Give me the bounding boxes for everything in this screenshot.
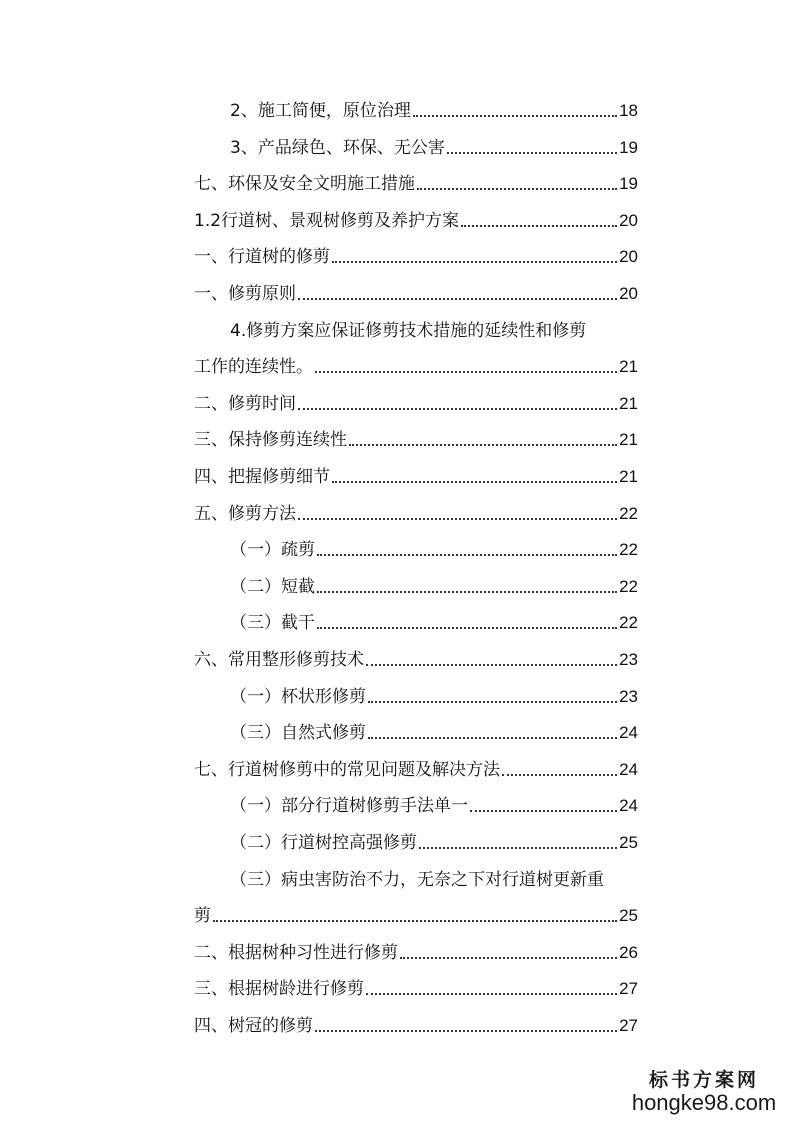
toc-page-number: 21 [619,357,638,376]
toc-entry-title: 2、施工简便，原位治理 [230,101,411,121]
toc-dot-leader [332,479,617,483]
toc-entry[interactable] [230,128,638,158]
toc-entry[interactable] [194,969,638,999]
toc-page-number: 23 [619,650,638,669]
toc-entry-title: 二、根据树种习性进行修剪 [194,943,398,963]
toc-entry-title: （一）疏剪 [230,540,315,560]
toc-entry[interactable] [230,91,638,121]
toc-entry[interactable] [230,823,638,853]
watermark-logo [629,1065,779,1116]
toc-dot-leader [368,735,617,739]
toc-page-number: 20 [619,211,638,230]
toc-page-number: 22 [619,577,638,596]
toc-dot-leader [461,223,617,227]
toc-dot-leader [317,625,617,629]
toc-dot-leader [366,991,617,995]
toc-entry[interactable] [194,933,638,963]
toc-dot-leader [349,442,617,446]
toc-entry[interactable] [194,384,638,414]
toc-entry[interactable] [194,420,638,450]
toc-page-number: 19 [619,174,638,193]
toc-dot-leader [413,113,617,117]
toc-dot-leader [447,150,617,154]
toc-dot-leader [332,259,617,263]
toc-page-number: 22 [619,540,638,559]
toc-dot-leader [317,589,617,593]
toc-dot-leader [317,552,617,556]
toc-page-number: 22 [619,613,638,632]
toc-dot-leader [502,772,617,776]
toc-entry-title: （一）部分行道树修剪手法单一 [230,796,468,816]
toc-dot-leader [315,1028,617,1032]
toc-page-number: 21 [619,430,638,449]
toc-page-number: 20 [619,284,638,303]
toc-entry-title: 六、常用整形修剪技术 [194,650,364,670]
toc-entry-title: 剪 [194,906,211,926]
toc-page-number: 22 [619,504,638,523]
toc-entry-title: 四、把握修剪细节 [194,467,330,487]
toc-entry[interactable] [194,896,638,926]
toc-page-number: 20 [619,247,638,266]
toc-entry-title: 1.2行道树、景观树修剪及养护方案 [194,211,460,231]
toc-entry[interactable] [194,164,638,194]
toc-entry[interactable] [194,750,638,780]
toc-entry[interactable] [194,201,638,231]
toc-entry-title: 五、修剪方法 [194,504,296,524]
toc-entry-title: （二）行道树控高强修剪 [230,833,417,853]
watermark-url: hongke98.com [631,1090,777,1115]
toc-page-number: 27 [619,1016,638,1035]
toc-dot-leader [368,699,617,703]
watermark-title: 标书方案网 [648,1069,759,1091]
toc-entry-title: 一、行道树的修剪 [194,247,330,267]
toc-page-number: 26 [619,943,638,962]
toc-entry-title: 三、保持修剪连续性 [194,430,347,450]
toc-entry[interactable] [194,237,638,267]
toc-page-number: 21 [619,394,638,413]
toc-dot-leader [213,918,617,922]
toc-entry-title: （二）短截 [230,577,315,597]
toc-dot-leader [298,516,617,520]
toc-entry[interactable] [230,530,638,560]
toc-entry[interactable] [230,603,638,633]
toc-entry-title: 四、树冠的修剪 [194,1016,313,1036]
toc-entry-wrapped-line[interactable]: （三）病虫害防治不力，无奈之下对行道树更新重 [230,870,604,890]
toc-dot-leader [315,369,617,373]
toc-entry[interactable] [194,640,638,670]
toc-entry-title: 工作的连续性。 [194,357,313,377]
toc-entry-title: 七、环保及安全文明施工措施 [194,174,415,194]
toc-dot-leader [419,845,617,849]
toc-dot-leader [298,296,617,300]
toc-entry[interactable] [230,786,638,816]
toc-entry[interactable] [194,347,638,377]
toc-entry-title: 七、行道树修剪中的常见问题及解决方法 [194,760,500,780]
toc-entry-title: 3、产品绿色、环保、无公害 [230,138,445,158]
toc-entry-title: 三、根据树龄进行修剪 [194,979,364,999]
toc-entry[interactable] [194,494,638,524]
toc-page-number: 19 [619,138,638,157]
toc-entry[interactable] [194,457,638,487]
toc-page-number: 24 [619,760,638,779]
toc-entry-title: （三）自然式修剪 [230,723,366,743]
toc-page-number: 25 [619,906,638,925]
toc-page-number: 27 [619,979,638,998]
toc-entry[interactable] [194,1006,638,1036]
toc-page-number: 24 [619,723,638,742]
toc-entry-wrapped-line[interactable]: 4.修剪方案应保证修剪技术措施的延续性和修剪 [230,321,587,341]
toc-dot-leader [400,955,617,959]
toc-entry[interactable] [194,274,638,304]
toc-entry-title: （一）杯状形修剪 [230,687,366,707]
toc-dot-leader [366,662,617,666]
toc-page-number: 23 [619,687,638,706]
toc-entry[interactable] [230,677,638,707]
toc-page-number: 18 [619,101,638,120]
toc-entry[interactable] [230,567,638,597]
toc-entry-title: 二、修剪时间 [194,394,296,414]
toc-entry-title: 一、修剪原则 [194,284,296,304]
toc-dot-leader [417,186,617,190]
toc-page-number: 25 [619,833,638,852]
toc-entry-title: （三）截干 [230,613,315,633]
toc-page-number: 24 [619,796,638,815]
toc-dot-leader [470,808,617,812]
toc-entry[interactable] [230,713,638,743]
toc-page-number: 21 [619,467,638,486]
toc-dot-leader [298,406,617,410]
